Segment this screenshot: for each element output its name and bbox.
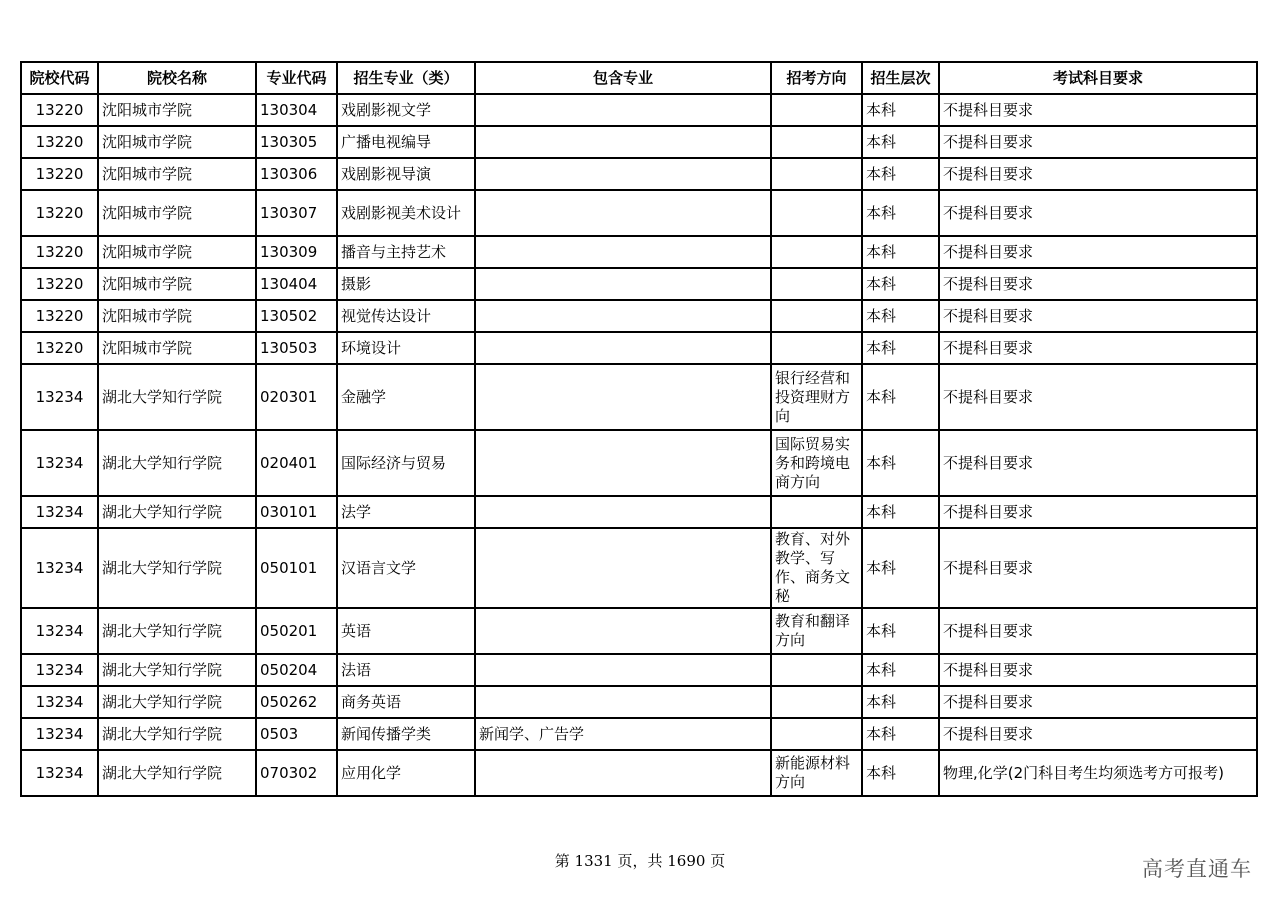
cell-major-code: 130503 [256, 332, 337, 364]
cell-school-name: 沈阳城市学院 [98, 94, 256, 126]
cell-direction [771, 94, 862, 126]
cell-included-majors [475, 750, 771, 796]
cell-level: 本科 [862, 750, 939, 796]
cell-major: 播音与主持艺术 [337, 236, 475, 268]
cell-school-name: 湖北大学知行学院 [98, 686, 256, 718]
cell-direction [771, 332, 862, 364]
header-major-code: 专业代码 [256, 62, 337, 94]
cell-included-majors [475, 126, 771, 158]
header-school-code: 院校代码 [21, 62, 98, 94]
cell-major-code: 020301 [256, 364, 337, 430]
cell-subject-requirements: 物理,化学(2门科目考生均须选考方可报考) [939, 750, 1257, 796]
cell-level: 本科 [862, 300, 939, 332]
table-row [21, 750, 1257, 796]
cell-school-name: 湖北大学知行学院 [98, 528, 256, 608]
cell-subject-requirements: 不提科目要求 [939, 430, 1257, 496]
watermark-logo-text: 高考直通车 [1142, 857, 1252, 881]
table-row [21, 158, 1257, 190]
cell-level: 本科 [862, 94, 939, 126]
cell-major-code: 130306 [256, 158, 337, 190]
cell-school-code: 13234 [21, 750, 98, 796]
cell-direction: 银行经营和投资理财方向 [771, 364, 862, 430]
cell-major-code: 050262 [256, 686, 337, 718]
cell-major: 摄影 [337, 268, 475, 300]
table-row [21, 332, 1257, 364]
cell-major-code: 130502 [256, 300, 337, 332]
cell-school-code: 13220 [21, 158, 98, 190]
cell-subject-requirements: 不提科目要求 [939, 126, 1257, 158]
table-row [21, 528, 1257, 608]
table-row [21, 430, 1257, 496]
table-row [21, 496, 1257, 528]
cell-major: 新闻传播学类 [337, 718, 475, 750]
cell-major-code: 130305 [256, 126, 337, 158]
cell-subject-requirements: 不提科目要求 [939, 718, 1257, 750]
cell-school-code: 13220 [21, 300, 98, 332]
cell-school-code: 13220 [21, 332, 98, 364]
cell-school-code: 13234 [21, 364, 98, 430]
cell-subject-requirements: 不提科目要求 [939, 268, 1257, 300]
cell-included-majors [475, 300, 771, 332]
cell-subject-requirements: 不提科目要求 [939, 332, 1257, 364]
cell-direction [771, 126, 862, 158]
cell-school-code: 13234 [21, 654, 98, 686]
cell-level: 本科 [862, 430, 939, 496]
cell-direction: 国际贸易实务和跨境电商方向 [771, 430, 862, 496]
cell-major: 汉语言文学 [337, 528, 475, 608]
cell-level: 本科 [862, 528, 939, 608]
cell-direction [771, 654, 862, 686]
table-row [21, 608, 1257, 654]
cell-major-code: 020401 [256, 430, 337, 496]
cell-included-majors [475, 268, 771, 300]
cell-school-code: 13234 [21, 718, 98, 750]
cell-included-majors [475, 654, 771, 686]
cell-major: 应用化学 [337, 750, 475, 796]
cell-direction: 教育、对外教学、写作、商务文秘 [771, 528, 862, 608]
admissions-table [20, 61, 1258, 797]
cell-included-majors [475, 190, 771, 236]
cell-direction [771, 300, 862, 332]
cell-major-code: 030101 [256, 496, 337, 528]
table-row [21, 654, 1257, 686]
cell-subject-requirements: 不提科目要求 [939, 528, 1257, 608]
cell-school-name: 沈阳城市学院 [98, 126, 256, 158]
cell-major-code: 070302 [256, 750, 337, 796]
cell-school-code: 13220 [21, 190, 98, 236]
table-row [21, 300, 1257, 332]
cell-subject-requirements: 不提科目要求 [939, 608, 1257, 654]
cell-school-name: 沈阳城市学院 [98, 332, 256, 364]
cell-major: 广播电视编导 [337, 126, 475, 158]
cell-major: 国际经济与贸易 [337, 430, 475, 496]
cell-level: 本科 [862, 126, 939, 158]
cell-school-name: 沈阳城市学院 [98, 236, 256, 268]
table-row [21, 190, 1257, 236]
cell-school-code: 13220 [21, 94, 98, 126]
cell-direction [771, 190, 862, 236]
cell-level: 本科 [862, 236, 939, 268]
cell-included-majors [475, 364, 771, 430]
cell-school-name: 湖北大学知行学院 [98, 430, 256, 496]
table-row [21, 268, 1257, 300]
cell-school-name: 湖北大学知行学院 [98, 654, 256, 686]
cell-major: 戏剧影视文学 [337, 94, 475, 126]
table-row [21, 686, 1257, 718]
cell-major-code: 050204 [256, 654, 337, 686]
cell-school-code: 13234 [21, 430, 98, 496]
cell-school-name: 沈阳城市学院 [98, 158, 256, 190]
cell-direction [771, 236, 862, 268]
cell-subject-requirements: 不提科目要求 [939, 236, 1257, 268]
cell-direction: 新能源材料方向 [771, 750, 862, 796]
cell-level: 本科 [862, 686, 939, 718]
cell-major: 戏剧影视导演 [337, 158, 475, 190]
cell-level: 本科 [862, 268, 939, 300]
header-school-name: 院校名称 [98, 62, 256, 94]
cell-major-code: 0503 [256, 718, 337, 750]
cell-included-majors [475, 528, 771, 608]
cell-included-majors [475, 94, 771, 126]
cell-school-code: 13234 [21, 686, 98, 718]
cell-level: 本科 [862, 364, 939, 430]
cell-level: 本科 [862, 496, 939, 528]
header-subject-requirements: 考试科目要求 [939, 62, 1257, 94]
cell-major: 金融学 [337, 364, 475, 430]
cell-direction [771, 718, 862, 750]
cell-included-majors [475, 430, 771, 496]
cell-school-name: 湖北大学知行学院 [98, 496, 256, 528]
cell-major-code: 130404 [256, 268, 337, 300]
cell-level: 本科 [862, 654, 939, 686]
cell-subject-requirements: 不提科目要求 [939, 496, 1257, 528]
cell-school-code: 13234 [21, 496, 98, 528]
cell-included-majors [475, 496, 771, 528]
page-number: 第 1331 页，共 1690 页 [554, 852, 726, 870]
cell-school-code: 13234 [21, 608, 98, 654]
cell-school-name: 湖北大学知行学院 [98, 364, 256, 430]
cell-school-code: 13220 [21, 268, 98, 300]
cell-major: 商务英语 [337, 686, 475, 718]
cell-school-name: 沈阳城市学院 [98, 190, 256, 236]
cell-included-majors [475, 158, 771, 190]
cell-level: 本科 [862, 332, 939, 364]
cell-major-code: 130307 [256, 190, 337, 236]
cell-major: 法语 [337, 654, 475, 686]
cell-major: 戏剧影视美术设计 [337, 190, 475, 236]
cell-major-code: 130304 [256, 94, 337, 126]
table-row [21, 718, 1257, 750]
cell-level: 本科 [862, 190, 939, 236]
table-row [21, 126, 1257, 158]
cell-direction [771, 158, 862, 190]
cell-subject-requirements: 不提科目要求 [939, 158, 1257, 190]
cell-direction [771, 686, 862, 718]
cell-subject-requirements: 不提科目要求 [939, 654, 1257, 686]
cell-school-name: 沈阳城市学院 [98, 300, 256, 332]
cell-included-majors [475, 608, 771, 654]
cell-subject-requirements: 不提科目要求 [939, 300, 1257, 332]
cell-subject-requirements: 不提科目要求 [939, 686, 1257, 718]
table-row [21, 364, 1257, 430]
header-level: 招生层次 [862, 62, 939, 94]
cell-included-majors [475, 236, 771, 268]
cell-major: 法学 [337, 496, 475, 528]
cell-direction [771, 268, 862, 300]
cell-major-code: 050201 [256, 608, 337, 654]
cell-level: 本科 [862, 158, 939, 190]
table-body [21, 94, 1257, 796]
table-row [21, 94, 1257, 126]
header-included-majors: 包含专业 [475, 62, 771, 94]
cell-included-majors [475, 686, 771, 718]
cell-direction [771, 496, 862, 528]
cell-direction: 教育和翻译方向 [771, 608, 862, 654]
cell-subject-requirements: 不提科目要求 [939, 364, 1257, 430]
cell-level: 本科 [862, 718, 939, 750]
cell-subject-requirements: 不提科目要求 [939, 190, 1257, 236]
cell-major: 环境设计 [337, 332, 475, 364]
cell-major-code: 130309 [256, 236, 337, 268]
cell-school-code: 13234 [21, 528, 98, 608]
cell-included-majors: 新闻学、广告学 [475, 718, 771, 750]
cell-school-name: 湖北大学知行学院 [98, 608, 256, 654]
cell-school-name: 沈阳城市学院 [98, 268, 256, 300]
header-major: 招生专业（类） [337, 62, 475, 94]
header-direction: 招考方向 [771, 62, 862, 94]
table-row [21, 236, 1257, 268]
cell-school-code: 13220 [21, 126, 98, 158]
cell-major: 视觉传达设计 [337, 300, 475, 332]
cell-subject-requirements: 不提科目要求 [939, 94, 1257, 126]
cell-included-majors [475, 332, 771, 364]
cell-major-code: 050101 [256, 528, 337, 608]
cell-school-name: 湖北大学知行学院 [98, 750, 256, 796]
cell-school-code: 13220 [21, 236, 98, 268]
cell-level: 本科 [862, 608, 939, 654]
table-header-row [21, 62, 1257, 94]
cell-school-name: 湖北大学知行学院 [98, 718, 256, 750]
cell-major: 英语 [337, 608, 475, 654]
